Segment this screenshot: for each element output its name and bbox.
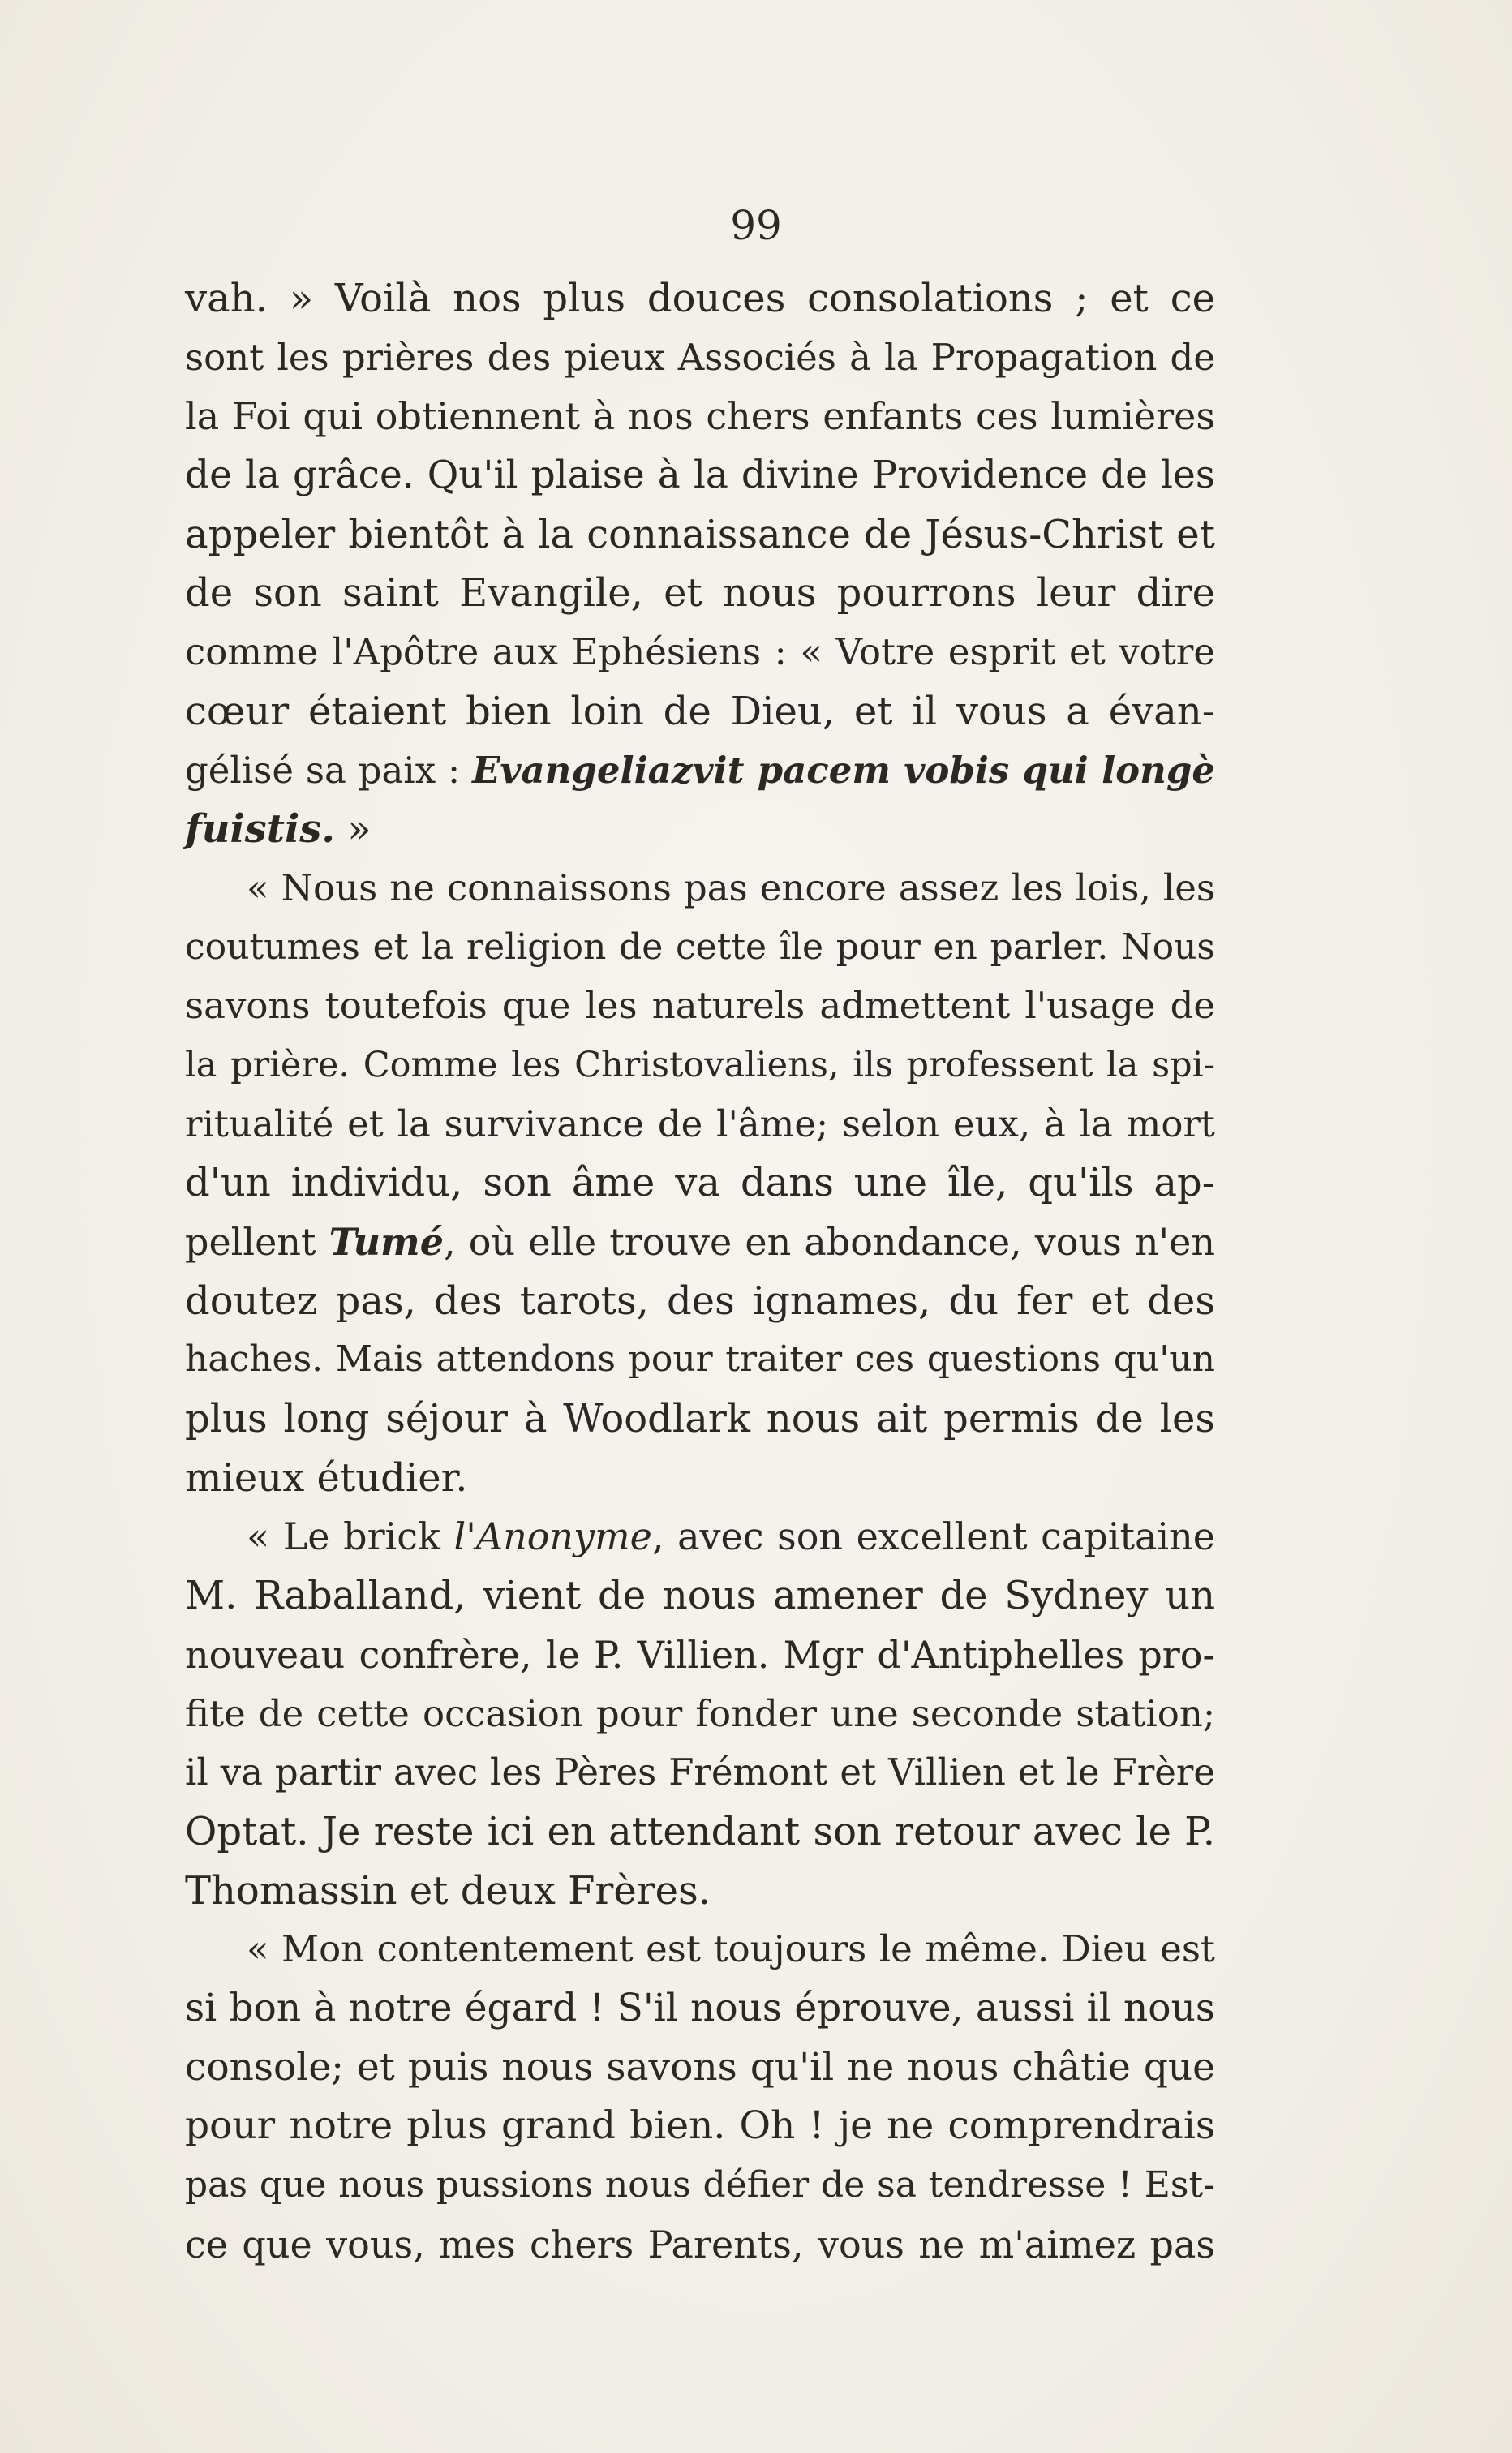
text-line: de son saint Evangile, et nous pourrons leur dire bbox=[185, 570, 1215, 616]
text-line: comme l'Apôtre aux Ephésiens : « Votre esprit et votre bbox=[185, 630, 1215, 674]
text-line: « Mon contentement est toujours le même. Dieu est bbox=[247, 1927, 1215, 1971]
page-number: 99 bbox=[730, 202, 782, 249]
text-line: pour notre plus grand bien. Oh ! je ne comprendrais bbox=[185, 2103, 1215, 2149]
text-line: ce que vous, mes chers Parents, vous ne m'aimez pas bbox=[185, 2222, 1215, 2266]
text-line: « Nous ne connaissons pas encore assez les lois, les bbox=[247, 866, 1215, 909]
italic-term: Tumé bbox=[329, 1220, 444, 1264]
text-line: de la grâce. Qu'il plaise à la divine Providence de les bbox=[185, 453, 1215, 498]
text-line: coutumes et la religion de cette île pour en parler. Nous bbox=[185, 926, 1215, 968]
latin-quotation: fuistis. bbox=[185, 806, 335, 853]
text-line: fuistis. » bbox=[185, 806, 372, 853]
text-line: savons toutefois que les naturels admettent l'usage de bbox=[185, 984, 1215, 1028]
text-line: haches. Mais attendons pour traiter ces questions qu'un bbox=[185, 1338, 1215, 1381]
text-line: nouveau confrère, le P. Villien. Mgr d'Antiphelles pro- bbox=[185, 1632, 1215, 1677]
text-line: « Le brick l'Anonyme, avec son excellent capitaine bbox=[247, 1514, 1215, 1559]
text-line: doutez pas, des tarots, des ignames, du fer et des bbox=[185, 1278, 1215, 1324]
text-line: plus long séjour à Woodlark nous ait permis de les bbox=[185, 1396, 1215, 1442]
text-line: M. Raballand, vient de nous amener de Sydney un bbox=[185, 1573, 1215, 1619]
text-line: d'un individu, son âme va dans une île, qu'ils ap- bbox=[185, 1160, 1215, 1206]
text-line: pellent Tumé, où elle trouve en abondance, vous n'en bbox=[185, 1220, 1215, 1264]
text-line: gélisé sa paix : Evangeliazvit pacem vobis qui longè bbox=[185, 748, 1215, 792]
text-line: Thomassin et deux Frères. bbox=[185, 1867, 711, 1914]
text-line: la Foi qui obtiennent à nos chers enfants ces lumières bbox=[185, 394, 1215, 439]
ship-name: l'Anonyme bbox=[453, 1514, 652, 1559]
text-line: il va partir avec les Pères Frémont et Villien et le Frère bbox=[185, 1751, 1215, 1794]
text-line: pas que nous pussions nous défier de sa tendresse ! Est- bbox=[185, 2164, 1215, 2206]
text-line: vah. » Voilà nos plus douces consolations ; et ce bbox=[185, 276, 1215, 321]
text-line: cœur étaient bien loin de Dieu, et il vous a évan- bbox=[185, 688, 1215, 734]
body-text bbox=[185, 269, 1215, 2274]
text-line: la prière. Comme les Christovaliens, ils professent la spi- bbox=[185, 1044, 1215, 1085]
text-line: ritualité et la survivance de l'âme; selon eux, à la mort bbox=[185, 1102, 1215, 1145]
text-line: console; et puis nous savons qu'il ne nous châtie que bbox=[185, 2044, 1215, 2090]
text-line: Optat. Je reste ici en attendant son retour avec le P. bbox=[185, 1808, 1215, 1854]
text-line: sont les prières des pieux Associés à la Propagation de bbox=[185, 335, 1215, 379]
text-line: mieux étudier. bbox=[185, 1454, 468, 1501]
text-line: appeler bientôt à la connaissance de Jésus-Christ et bbox=[185, 511, 1215, 557]
text-line: si bon à notre égard ! S'il nous éprouve, aussi il nous bbox=[185, 1985, 1215, 2030]
text-line: fite de cette occasion pour fonder une seconde station; bbox=[185, 1691, 1215, 1735]
latin-quotation: Evangeliazvit pacem vobis qui longè bbox=[472, 748, 1215, 792]
